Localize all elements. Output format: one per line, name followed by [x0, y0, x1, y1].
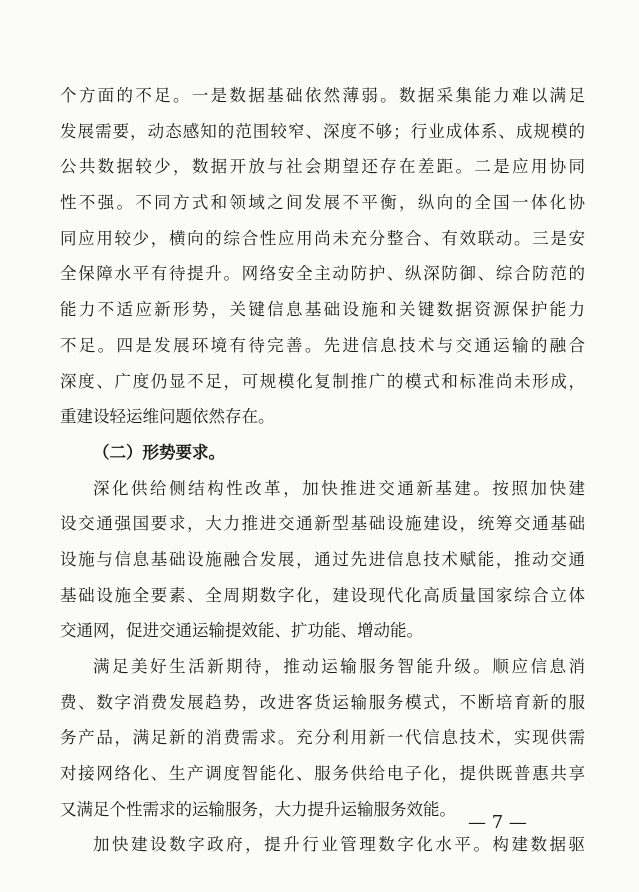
page-number: — 7 — [468, 812, 527, 833]
text-line: 交通网，促进交通运输提效能、扩功能、增动能。 [60, 621, 423, 641]
text-line: 费、数字消费发展趋势，改进客货运输服务模式，不断培育新的服 [60, 692, 585, 712]
text-line: 基础设施全要素、全周期数字化，建设现代化高质量国家综合立体 [60, 585, 585, 605]
text-line: 能力不适应新形势，关键信息基础设施和关键数据资源保护能力 [60, 300, 585, 320]
text-line: 深化供给侧结构性改革，加快推进交通新基建。按照加快建 [93, 478, 585, 498]
text-line: 性不强。不同方式和领域之间发展不平衡，纵向的全国一体化协 [60, 193, 585, 213]
paragraph-3 [60, 649, 585, 827]
text-line: 设施与信息基础设施融合发展，通过先进信息技术赋能，推动交通 [60, 549, 585, 569]
text-line: 全保障水平有待提升。网络安全主动防护、纵深防御、综合防范的 [60, 264, 585, 284]
text-line: 设交通强国要求，大力推进交通新型基础设施建设，统筹交通基础 [60, 514, 585, 534]
text-line: 对接网络化、生产调度智能化、服务供给电子化，提供既普惠共享 [60, 764, 585, 784]
text-line: 同应用较少，横向的综合性应用尚未充分整合、有效联动。三是安 [60, 228, 585, 248]
section-heading: （二）形势要求。 [93, 442, 225, 462]
text-line: 满足美好生活新期待，推动运输服务智能升级。顺应信息消 [93, 657, 585, 676]
text-line: 不足。四是发展环境有待完善。先进信息技术与交通运输的融合 [60, 335, 585, 355]
paragraph-2 [60, 471, 585, 649]
paragraph-1 [60, 78, 585, 435]
text-line: 深度、广度仍显不足，可规模化复制推广的模式和标准尚未形成， [60, 371, 585, 391]
text-line: 发展需要，动态感知的范围较窄、深度不够；行业成体系、成规模的 [60, 121, 585, 141]
text-line: 加快建设数字政府，提升行业管理数字化水平。构建数据驱 [93, 835, 585, 855]
text-line: 个方面的不足。一是数据基础依然薄弱。数据采集能力难以满足 [60, 86, 585, 105]
text-line: 重建设轻运维问题依然存在。 [60, 407, 275, 427]
text-line: 公共数据较少，数据开放与社会期望还存在差距。二是应用协同 [60, 157, 585, 177]
body-text [60, 78, 585, 863]
text-line: 又满足个性需求的运输服务，大力提升运输服务效能。 [60, 799, 456, 819]
text-line: 务产品，满足新的消费需求。充分利用新一代信息技术，实现供需 [60, 728, 585, 748]
